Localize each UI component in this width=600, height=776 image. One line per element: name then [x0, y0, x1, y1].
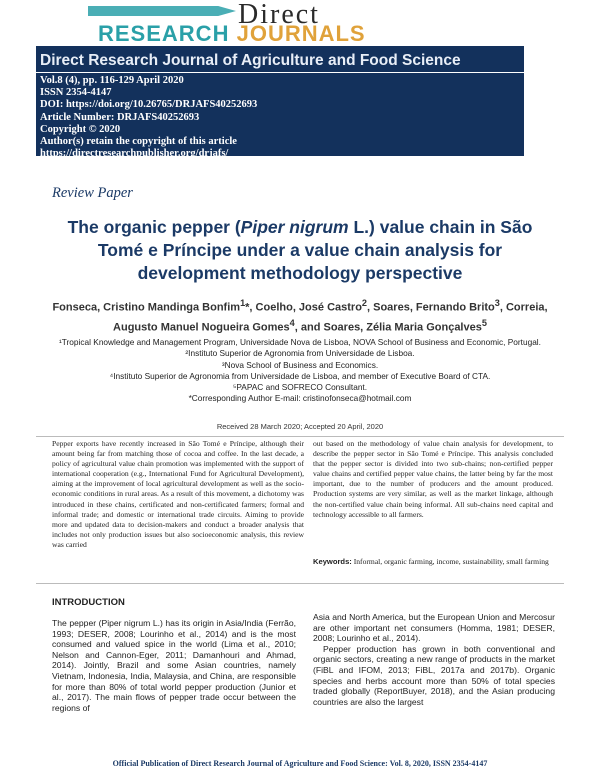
body-paragraph: Pepper production has grown in both conventional and organic sectors, creating a new range of products in the market (FiBL and IFOM, 2013; FiBL, 2017a and 2017b). Organic species and herbs account more than 50% of total species traded globally (ReportBuyer, 2018), and the Asian producing countries are also the largest [313, 643, 555, 707]
affiliation-2: ²Instituto Superior de Agronomia from Universidade de Lisboa. [185, 348, 415, 359]
affiliations [52, 337, 548, 405]
meta-issn: ISSN 2354-4147 [40, 87, 112, 99]
section-heading-introduction: INTRODUCTION [52, 597, 125, 608]
affiliation-4: ⁴Instituto Superior de Agronomia from Universidade de Lisboa, and member of Executive Board of CTA. [109, 370, 491, 381]
meta-copyright: Copyright © 2020 [40, 123, 121, 135]
journal-title: Direct Research Journal of Agriculture and Food Science [36, 46, 524, 73]
meta-doi[interactable]: DOI: https://doi.org/10.26765/DRJAFS40252693 [40, 99, 258, 111]
journal-logo [88, 0, 508, 46]
meta-volume: Vol.8 (4), pp. 116-129 April 2020 [40, 75, 184, 86]
received-accepted-dates: Received 28 March 2020; Accepted 20 April, 2020 [216, 422, 384, 431]
meta-author-rights: Author(s) retain the copyright of this article [40, 136, 237, 148]
paper-title: The organic pepper (Piper nigrum L.) value chain in São Tomé e Príncipe under a value chain analysis for development methodology perspective [67, 217, 533, 283]
logo-word-direct: Direct [238, 0, 320, 30]
page-footer: Official Publication of Direct Research Journal of Agriculture and Food Science: Vol. 8, 2020, ISSN 2354-4147 [112, 759, 488, 768]
abstract-column-2: out based on the methodology of value chain analysis for development, to describe the pepper sector in São Tomé e Príncipe. This analysis concluded that the pepper sector is divided into two sub-chains; non-certified pepper value chains and certified pepper value chains, the latter being by far the most important, due to the number of producers and the amount produced. Production systems are very similar, as well as the market linkage, although the non-certified value chain being informal. All sub-chains need capital and technology accessible to all farmers. [313, 439, 553, 519]
affiliation-1: ¹Tropical Knowledge and Management Program, Universidade Nova de Lisboa, NOVA School of Business and Economic, Portugal. [59, 337, 541, 347]
meta-url[interactable]: https://directresearchpublisher.org/drjafs/ [40, 148, 229, 160]
abstract-column-1: Pepper exports have recently increased in São Tomé e Príncipe, although their amount being far from matching those of cocoa and coffee. In the last decade, a policy of agricultural value chain promotion was implemented with the support of international cooperation (e.g., International Fund for Agricultural Development), aiming at the improvement of local agricultural development as well as the socio-economic conditions in rural areas. As a result of this movement, a dichotomy was introduced in these chains, certificated and non-certificated farmers; formal and informal trade; and domestic or international trade circuits. Aiming to provide more and updated data to decision-makers and conduct a broader analysis that includes not only production issues but also socioeconomic analysis, this review was carried [52, 439, 304, 549]
journal-header-box [36, 46, 524, 160]
body-paragraph: Asia and North America, but the European Union and Mercosur are other important net consumers (Homma, 1981; DESER, 2008; Lourinho et al., 2014). [313, 612, 555, 644]
logo-arrow-graphic [88, 6, 236, 16]
divider [36, 583, 564, 584]
paper-type: Review Paper [52, 185, 133, 201]
corresponding-author: *Corresponding Author E-mail: cristinofonseca@hotmail.com [188, 393, 412, 404]
affiliation-3: ³Nova School of Business and Economics. [221, 359, 379, 370]
affiliation-5: ⁵PAPAC and SOFRECO Consultant. [232, 382, 368, 393]
body-column-1: The pepper (Piper nigrum L.) has its origin in Asia/India (Ferrão, 1993; DESER, 2008; Lourinho et al., 2014) and is the most consumed and valued spice in the world (Lima et al., 2010; Nelson and Cannon-Eger, 2011; Damanhouri and Ahmad, 2014). Jointly, Brazil and some Asian countries, namely Vietnam, Indonesia, India, Malaysia, and China, are responsible for more than 80% of total world pepper production (Junior et al., 2017). The main flows of pepper trade occur between the regions of [52, 618, 296, 713]
logo-word-research: RESEARCH JOURNALS [98, 21, 366, 46]
meta-article-number: Article Number: DRJAFS40252693 [40, 111, 200, 123]
keywords: Keywords: Informal, organic farming, income, sustainability, small farming [313, 557, 549, 566]
body-column-2 [313, 612, 555, 707]
journal-meta [36, 73, 524, 162]
divider [36, 436, 564, 437]
author-list: Fonseca, Cristino Mandinga Bonfim$^1$*, Coelho, José Castro$^2$, Soares, Fernando Brito$^3$, Correia, Augusto Manuel Nogueira Gomes$^4$, and Soares, Zélia Maria Gonçalves$^5$ [52, 298, 548, 334]
